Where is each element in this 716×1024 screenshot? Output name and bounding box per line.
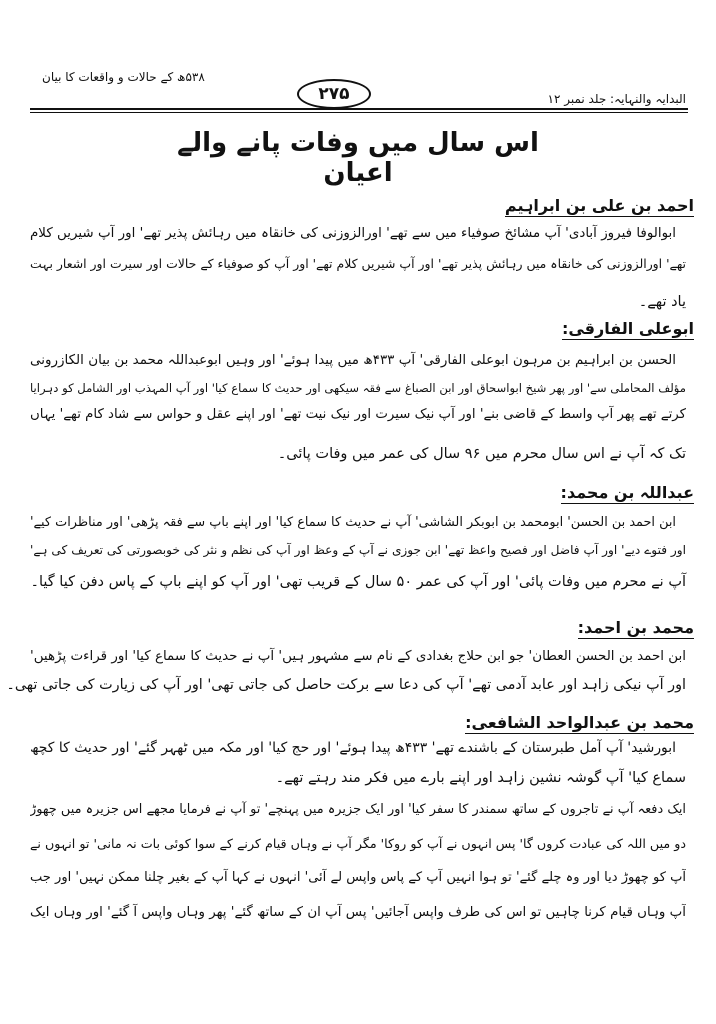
header-chapter-title: ۵۳۸ھ کے حالات و واقعات کا بیان [42,70,205,84]
header-book-title: البدایہ والنہایہ: جلد نمبر ۱۲ [547,92,686,106]
entry-line: ابورشید' آپ آمل طبرستان کے باشندے تھے' ۴۳۳ھ پیدا ہوئے' اور حج کیا' اور مکہ میں ٹھہر گئے' اور حدیث کا کچھ [30,740,676,756]
entry-line: ابوالوفا فیروز آبادی' آپ مشائخ صوفیاء میں سے تھے' اورالزوزنی کی خانقاہ میں رہائش پذیر تھے' اور آپ شیریں کلام [30,226,676,241]
entry-heading: محمد بن احمد: [577,618,694,637]
entry-line: مؤلف المحاملی سے' اور پھر شیخ ابواسحاق اور ابن الصباغ سے فقہ سیکھی اور حدیث کا سماع کیا' اور آپ المہذب اور الشامل کو دہرایا [30,381,686,395]
entry-line: یاد تھے۔ [638,294,686,310]
page-number: ۲۷۵ [318,84,350,104]
entry-line: دو میں اللہ کی عبادت کروں گا' پس انہوں نے آپ کو روکا' مگر آپ نے وہاں قیام کرنے کے سوا کوئی بات نہ مانی' تو انہوں نے [30,836,686,851]
entry-heading: احمد بن علی بن ابراہیم [504,196,694,215]
entry-line: آپ وہاں قیام کرنا چاہیں تو اس کی طرف واپس آجائیں' پس آپ ان کے ساتھ گئے' پھر وہاں واپس آ گئے' اور وہاں ایک [30,905,686,920]
entry-line: تھے' اورالزوزنی کی خانقاہ میں رہائش پذیر تھے' اور آپ شیریں کلام تھے' اور آپ کو صوفیاء کے حالات اور سیرت اور اشعار بہت [30,256,686,271]
header-rule-thin [30,112,688,113]
page-number-oval [297,79,371,109]
entry-heading: عبداللہ بن محمد: [560,483,694,502]
entry-heading: محمد بن عبدالواحد الشافعی: [465,713,694,732]
entry-line: ابن احمد بن الحسن العطان' جو ابن حلاج بغدادی کے نام سے مشہور ہیں' آپ نے حدیث کا سماع کیا' اور قراءت پڑھیں' [30,649,686,664]
entry-line: اور فتوے دیے' اور آپ فاضل اور فصیح واعظ تھے' ابن جوزی نے آپ کے وعظ اور آپ کی نظم و نثر کی خوبصورتی کی تعریف کی ہے' [30,543,686,557]
entry-line: تک کہ آپ نے اس سال محرم میں ۹۶ سال کی عمر میں وفات پائی۔ [277,446,686,462]
entry-line: سماع کیا' آپ گوشہ نشین زاہد اور اپنے بارے میں فکر مند رہتے تھے۔ [275,770,686,786]
entry-line: ابن احمد بن الحسن' ابومحمد بن ابوبکر الشاشی' آپ نے حدیث کا سماع کیا' اور اپنے باپ سے فقہ پڑھی' اور مناظرات کیے' [30,515,676,530]
entry-heading: ابوعلی الفارقی: [561,319,694,338]
entry-line: آپ نے محرم میں وفات پائی' اور آپ کی عمر ۵۰ سال کے قریب تھی' اور آپ کو اپنے باپ کے پاس دفن کیا گیا۔ [30,574,686,590]
entry-line: اور آپ نیکی زاہد اور عابد آدمی تھے' آپ کی دعا سے برکت حاصل کی جاتی تھی' اور آپ کی زیارت کی جاتی تھی۔ [6,677,686,693]
entry-line: کرتے تھے پھر آپ واسط کے قاضی بنے' اور آپ نیک سیرت اور نیک نیت تھے' اور اپنے عقل و حواس سے شاد کام تھے' یہاں [30,407,686,422]
section-title: اس سال میں وفات پانے والے اعیان [177,128,539,188]
header-rule [30,108,688,110]
entry-line: الحسن بن ابراہیم بن مرہون ابوعلی الفارقی' آپ ۴۳۳ھ میں پیدا ہوئے' اور وہیں ابوعبداللہ محمد بن بیان الکازرونی [30,352,676,368]
entry-line: ایک دفعہ آپ نے تاجروں کے ساتھ سمندر کا سفر کیا' اور ایک جزیرہ میں پہنچے' تو آپ نے فرمایا مجھے اس جزیرہ میں چھوڑ [30,802,686,817]
entry-line: آپ کو چھوڑ دیا اور وہ چلے گئے' تو ہوا انہیں آپ کے پاس واپس لے آئی' انہوں نے کہا آپ کے بغیر چلنا ممکن نہیں' اور جب [30,870,686,885]
